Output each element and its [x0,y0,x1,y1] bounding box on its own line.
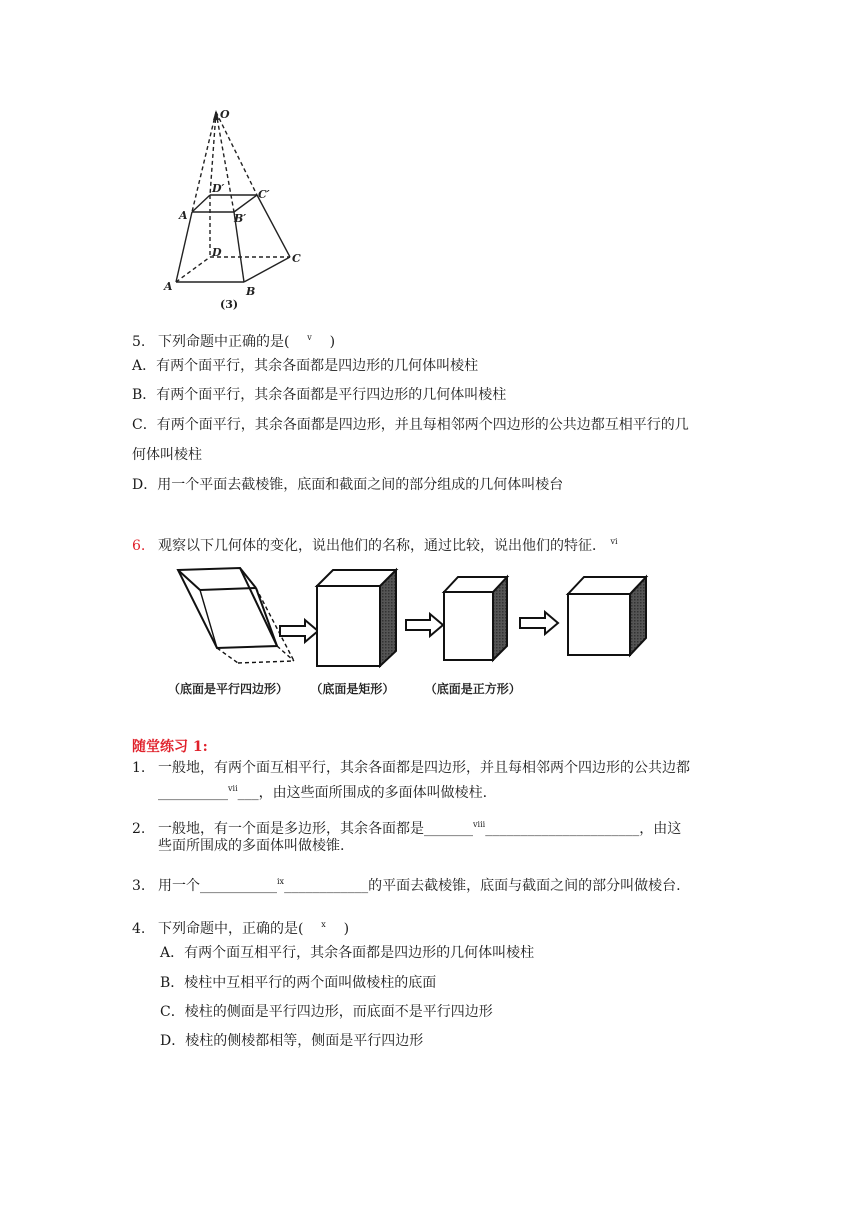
option-d: D．用一个平面去截棱锥，底面和截面之间的部分组成的几何体叫棱台 [132,477,564,493]
option-a: A．有两个面平行，其余各面都是四边形的几何体叫棱柱 [132,358,479,374]
item-number: 1. [132,760,146,776]
fill-blank[interactable]: _______ [424,821,473,837]
practice-heading: 随堂练习 1: [132,739,208,755]
vertex-label: C [292,252,301,265]
item-text: 的平面去截棱锥，底面与截面之间的部分叫做棱台. [368,878,681,894]
practice-option-b: B．棱柱中互相平行的两个面叫做棱柱的底面 [160,975,437,991]
caption-square-base: （底面是正方形） [424,682,521,696]
arrow-icon [406,614,443,636]
endnote-marker: v [307,333,312,342]
fill-blank[interactable]: __________ [158,785,228,801]
cube-shape [568,577,646,655]
question-6 [132,532,618,556]
practice-item-4 [132,915,349,939]
endnote-marker: viii [473,820,486,829]
frustum-figure [160,100,310,315]
vertex-label: O [220,108,230,121]
square-base-prism-shape [444,577,507,660]
question-number: 5. [132,334,146,350]
paren-close: ) [329,334,336,350]
rectangular-prism-shape [317,570,396,666]
caption-rectangle-base: （底面是矩形） [310,682,395,696]
vertex-label: B′ [234,212,247,225]
figure-caption: (3) [220,298,239,311]
item-number: 2. [132,821,146,837]
prism-captions [168,680,521,697]
fill-blank[interactable]: ______________________ [485,821,640,837]
paren-close: ) [343,921,350,937]
practice-item-1-line2 [158,779,487,803]
question-text: 下列命题中正确的是( [158,334,290,350]
practice-item-2-line2: 些面所围成的多面体叫做棱锥. [158,838,345,854]
caption-parallelogram-base: （底面是平行四边形） [168,682,289,696]
fill-blank[interactable]: ____________ [284,878,369,894]
option-c: C．有两个面平行，其余各面都是四边形，并且每相邻两个四边形的公共边都互相平行的几 [132,417,689,433]
practice-item-1 [132,758,690,778]
vertex-label: B [246,285,256,298]
item-text: ，由这 [639,821,682,837]
vertex-label: A [179,209,188,222]
question-number: 6. [132,538,146,554]
option-c-continued: 何体叫棱柱 [132,447,202,463]
question-5-stem [132,328,335,352]
vertex-label: D [212,246,222,259]
item-text: 用一个 [158,878,200,894]
vertex-label: D′ [212,182,225,195]
option-b: B．有两个面平行，其余各面都是平行四边形的几何体叫棱柱 [132,387,507,403]
practice-item-3 [132,872,681,896]
item-text: 一般地，有两个面互相平行，其余各面都是四边形，并且每相邻两个四边形的公共边都 [158,760,690,776]
arrow-icon [520,612,558,634]
item-text: ，由这些面所围成的多面体叫做棱柱. [258,785,488,801]
endnote-marker: x [321,920,326,929]
practice-option-a: A．有两个面互相平行，其余各面都是四边形的几何体叫棱柱 [160,945,535,961]
question-text: 观察以下几何体的变化，说出他们的名称，通过比较，说出他们的特征． [158,538,606,554]
vertex-label: C′ [258,188,270,201]
endnote-marker: vi [610,537,618,546]
item-number: 3. [132,878,146,894]
endnote-marker: vii [228,784,238,793]
practice-option-d: D．棱柱的侧棱都相等，侧面是平行四边形 [160,1033,424,1049]
fill-blank[interactable]: ___ [237,785,259,801]
item-number: 4. [132,921,146,937]
item-text: 下列命题中，正确的是( [158,921,304,937]
oblique-prism-shape [178,568,294,663]
practice-option-c: C．棱柱的侧面是平行四边形，而底面不是平行四边形 [160,1004,493,1020]
arrow-icon [280,620,318,642]
prism-sequence-figure [160,560,680,670]
item-text: 一般地，有一个面是多边形，其余各面都是 [158,821,424,837]
fill-blank[interactable]: ___________ [200,878,277,894]
endnote-marker: ix [277,877,285,886]
vertex-label: A [164,280,173,293]
